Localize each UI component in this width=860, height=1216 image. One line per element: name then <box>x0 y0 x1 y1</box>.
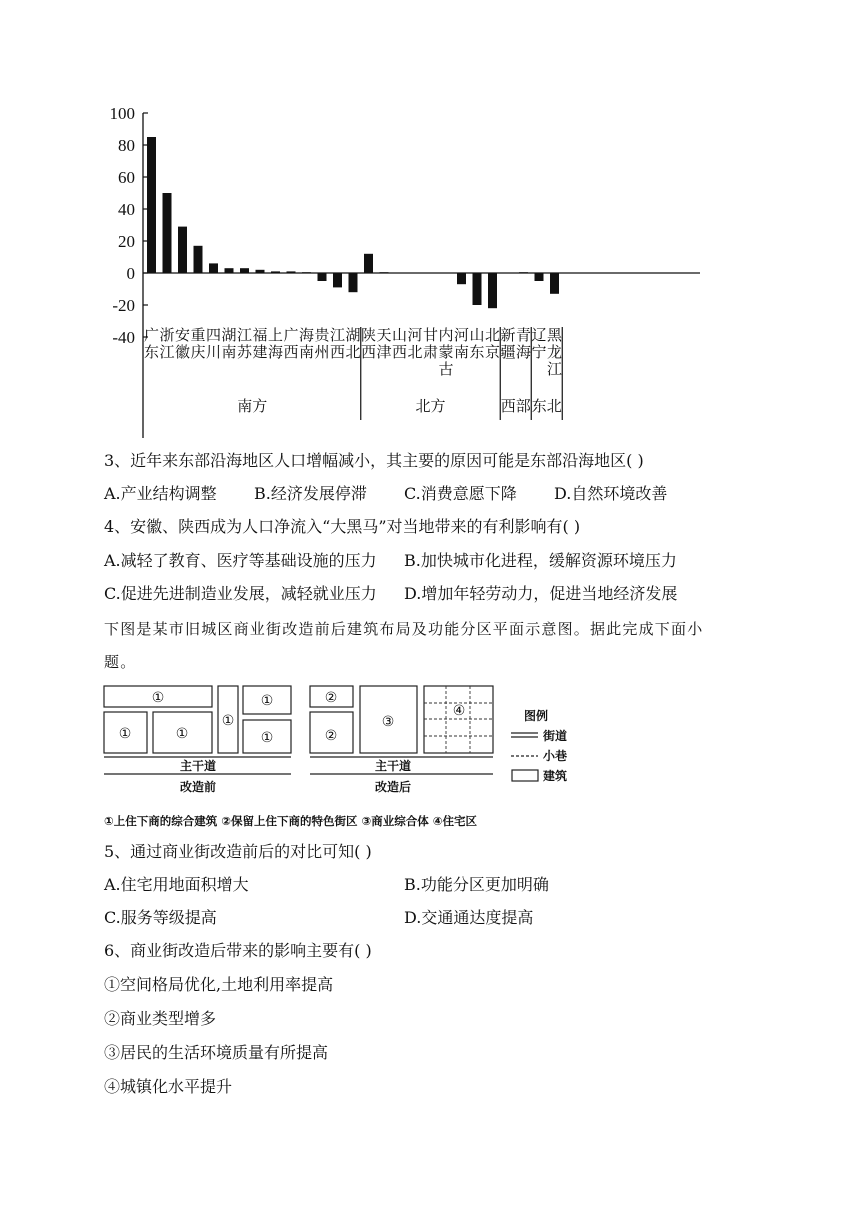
q3-option-b[interactable]: B.经济发展停滞 <box>254 484 367 503</box>
after-label-2-bottom: ② <box>324 728 338 744</box>
after-road-label: 主干道 <box>374 759 412 773</box>
before-label-left: ① <box>118 726 132 742</box>
q5-option-d[interactable]: D.交通通达度提高 <box>404 908 534 927</box>
y-tick-label: -40 <box>112 328 135 347</box>
legend-title: 图例 <box>524 709 549 723</box>
legend-alley-label: 小巷 <box>543 749 568 763</box>
bar-重庆 <box>194 246 203 273</box>
category-label-山东: 山东 <box>469 326 485 361</box>
legend <box>511 708 567 783</box>
q5-option-a[interactable]: A.住宅用地面积增大 <box>104 875 249 894</box>
q4-option-a[interactable]: A.减轻了教育、医疗等基础设施的压力 <box>104 551 377 570</box>
after-label-2-top: ② <box>324 690 338 706</box>
category-label-山西: 山西 <box>391 326 408 361</box>
region-label-南方: 南方 <box>237 397 268 415</box>
category-label-黑龙江: 黑龙江 <box>546 326 563 378</box>
region-label-西部: 西部 <box>500 397 531 415</box>
bar-辽宁 <box>535 273 544 281</box>
category-label-湖北: 湖北 <box>345 326 361 361</box>
q6-statement-3: ③居民的生活环境质量有所提高 <box>104 1043 329 1062</box>
category-label-新疆: 新疆 <box>500 326 516 361</box>
bar-海南 <box>302 272 311 273</box>
street-renovation-plan-diagram <box>0 675 860 810</box>
category-label-辽宁: 辽宁 <box>531 326 547 361</box>
bar-江西 <box>333 273 342 287</box>
category-label-北京: 北京 <box>484 326 501 361</box>
bar-黑龙江 <box>550 273 559 294</box>
before-label-right-top: ① <box>260 693 274 709</box>
y-tick-label: 80 <box>118 136 135 155</box>
q5-option-c[interactable]: C.服务等级提高 <box>104 908 217 927</box>
category-label-浙江: 浙江 <box>159 326 175 361</box>
q6-statement-1: ①空间格局优化,土地利用率提高 <box>104 975 334 994</box>
q3-option-c[interactable]: C.消费意愿下降 <box>404 484 517 503</box>
bar-河南 <box>457 273 466 284</box>
question-6-stem: 6、商业街改造后带来的影响主要有( ) <box>104 941 372 960</box>
bar-山东 <box>473 273 482 305</box>
category-label-重庆: 重庆 <box>190 326 206 361</box>
bar-北京 <box>488 273 497 308</box>
category-label-广西: 广西 <box>283 326 299 361</box>
after-label-4: ④ <box>452 703 466 719</box>
bar-上海 <box>271 271 280 273</box>
q5-option-b[interactable]: B.功能分区更加明确 <box>404 875 549 894</box>
legend-building-icon <box>512 770 538 781</box>
before-road-label: 主干道 <box>179 759 217 773</box>
bars-group <box>147 137 559 308</box>
q3-option-d[interactable]: D.自然环境改善 <box>554 484 668 503</box>
y-tick-label: 40 <box>118 200 135 219</box>
after-alleys <box>424 686 493 753</box>
before-label-top: ① <box>151 690 165 706</box>
category-label-青海: 青海 <box>515 326 532 361</box>
category-label-海南: 海南 <box>298 326 315 361</box>
region-label-东北: 东北 <box>531 397 562 415</box>
bar-广西 <box>287 271 296 273</box>
intro-line-1: 下图是某市旧城区商业街改造前后建筑布局及功能分区平面示意图。据此完成下面小 <box>104 620 704 638</box>
category-label-福建: 福建 <box>252 326 268 361</box>
bar-贵州 <box>318 273 327 281</box>
q4-option-c[interactable]: C.促进先进制造业发展，减轻就业压力 <box>104 584 377 603</box>
category-label-内蒙古: 内蒙古 <box>438 326 454 378</box>
y-tick-label: 60 <box>118 168 135 187</box>
bar-陕西 <box>364 254 373 273</box>
y-tick-label: 20 <box>118 232 135 251</box>
category-label-陕西: 陕西 <box>360 326 377 361</box>
before-label-mid: ① <box>175 726 189 742</box>
bar-浙江 <box>163 193 172 273</box>
category-label-上海: 上海 <box>267 326 284 361</box>
legend-building-label: 建筑 <box>543 769 568 783</box>
region-label-北方: 北方 <box>415 397 446 415</box>
bar-江苏 <box>240 268 249 273</box>
after-label-3: ③ <box>381 714 395 730</box>
bar-湖南 <box>225 268 234 273</box>
bar-天津 <box>380 272 389 273</box>
category-label-天津: 天津 <box>376 326 392 361</box>
bar-广东 <box>147 137 156 273</box>
q6-statement-4: ④城镇化水平提升 <box>104 1077 233 1096</box>
q6-statement-2: ②商业类型增多 <box>104 1009 217 1028</box>
intro-line-2: 题。 <box>104 653 137 671</box>
q4-option-d[interactable]: D.增加年轻劳动力，促进当地经济发展 <box>404 584 678 603</box>
bar-四川 <box>209 263 218 273</box>
category-label-安徽: 安徽 <box>174 326 191 361</box>
category-label-河北: 河北 <box>407 326 423 361</box>
population-change-bar-chart <box>0 0 860 450</box>
bar-安徽 <box>178 227 187 273</box>
category-label-四川: 四川 <box>205 326 222 361</box>
before-label-tall: ① <box>221 713 235 729</box>
category-label-甘肃: 甘肃 <box>422 326 439 361</box>
question-4-stem: 4、安徽、陕西成为人口净流入“大黑马”对当地带来的有利影响有( ) <box>104 517 581 536</box>
category-label-河南: 河南 <box>453 326 470 361</box>
category-label-江苏: 江苏 <box>236 326 253 361</box>
bar-湖北 <box>349 273 358 292</box>
plan-caption: ①上住下商的综合建筑 ②保留上住下商的特色街区 ③商业综合体 ④住宅区 <box>104 814 477 828</box>
y-tick-label: 0 <box>126 264 135 283</box>
before-label-right-bottom: ① <box>260 730 274 746</box>
bar-青海 <box>519 272 528 273</box>
category-label-江西: 江西 <box>329 326 346 361</box>
y-tick-label: -20 <box>112 296 135 315</box>
q3-option-a[interactable]: A.产业结构调整 <box>104 484 217 503</box>
after-building-4 <box>424 686 493 753</box>
q4-option-b[interactable]: B.加快城市化进程，缓解资源环境压力 <box>404 551 677 570</box>
category-label-贵州: 贵州 <box>314 326 330 361</box>
question-5-stem: 5、通过商业街改造前后的对比可知( ) <box>104 842 372 861</box>
before-title: 改造前 <box>179 780 217 794</box>
after-title: 改造后 <box>374 780 412 794</box>
question-3-stem: 3、近年来东部沿海地区人口增幅减小，其主要的原因可能是东部沿海地区( ) <box>104 451 644 470</box>
category-label-广东: 广东 <box>143 326 160 361</box>
y-tick-label: 100 <box>109 104 135 123</box>
category-label-湖南: 湖南 <box>221 326 237 361</box>
legend-street-label: 街道 <box>543 729 568 743</box>
bar-福建 <box>256 270 265 273</box>
